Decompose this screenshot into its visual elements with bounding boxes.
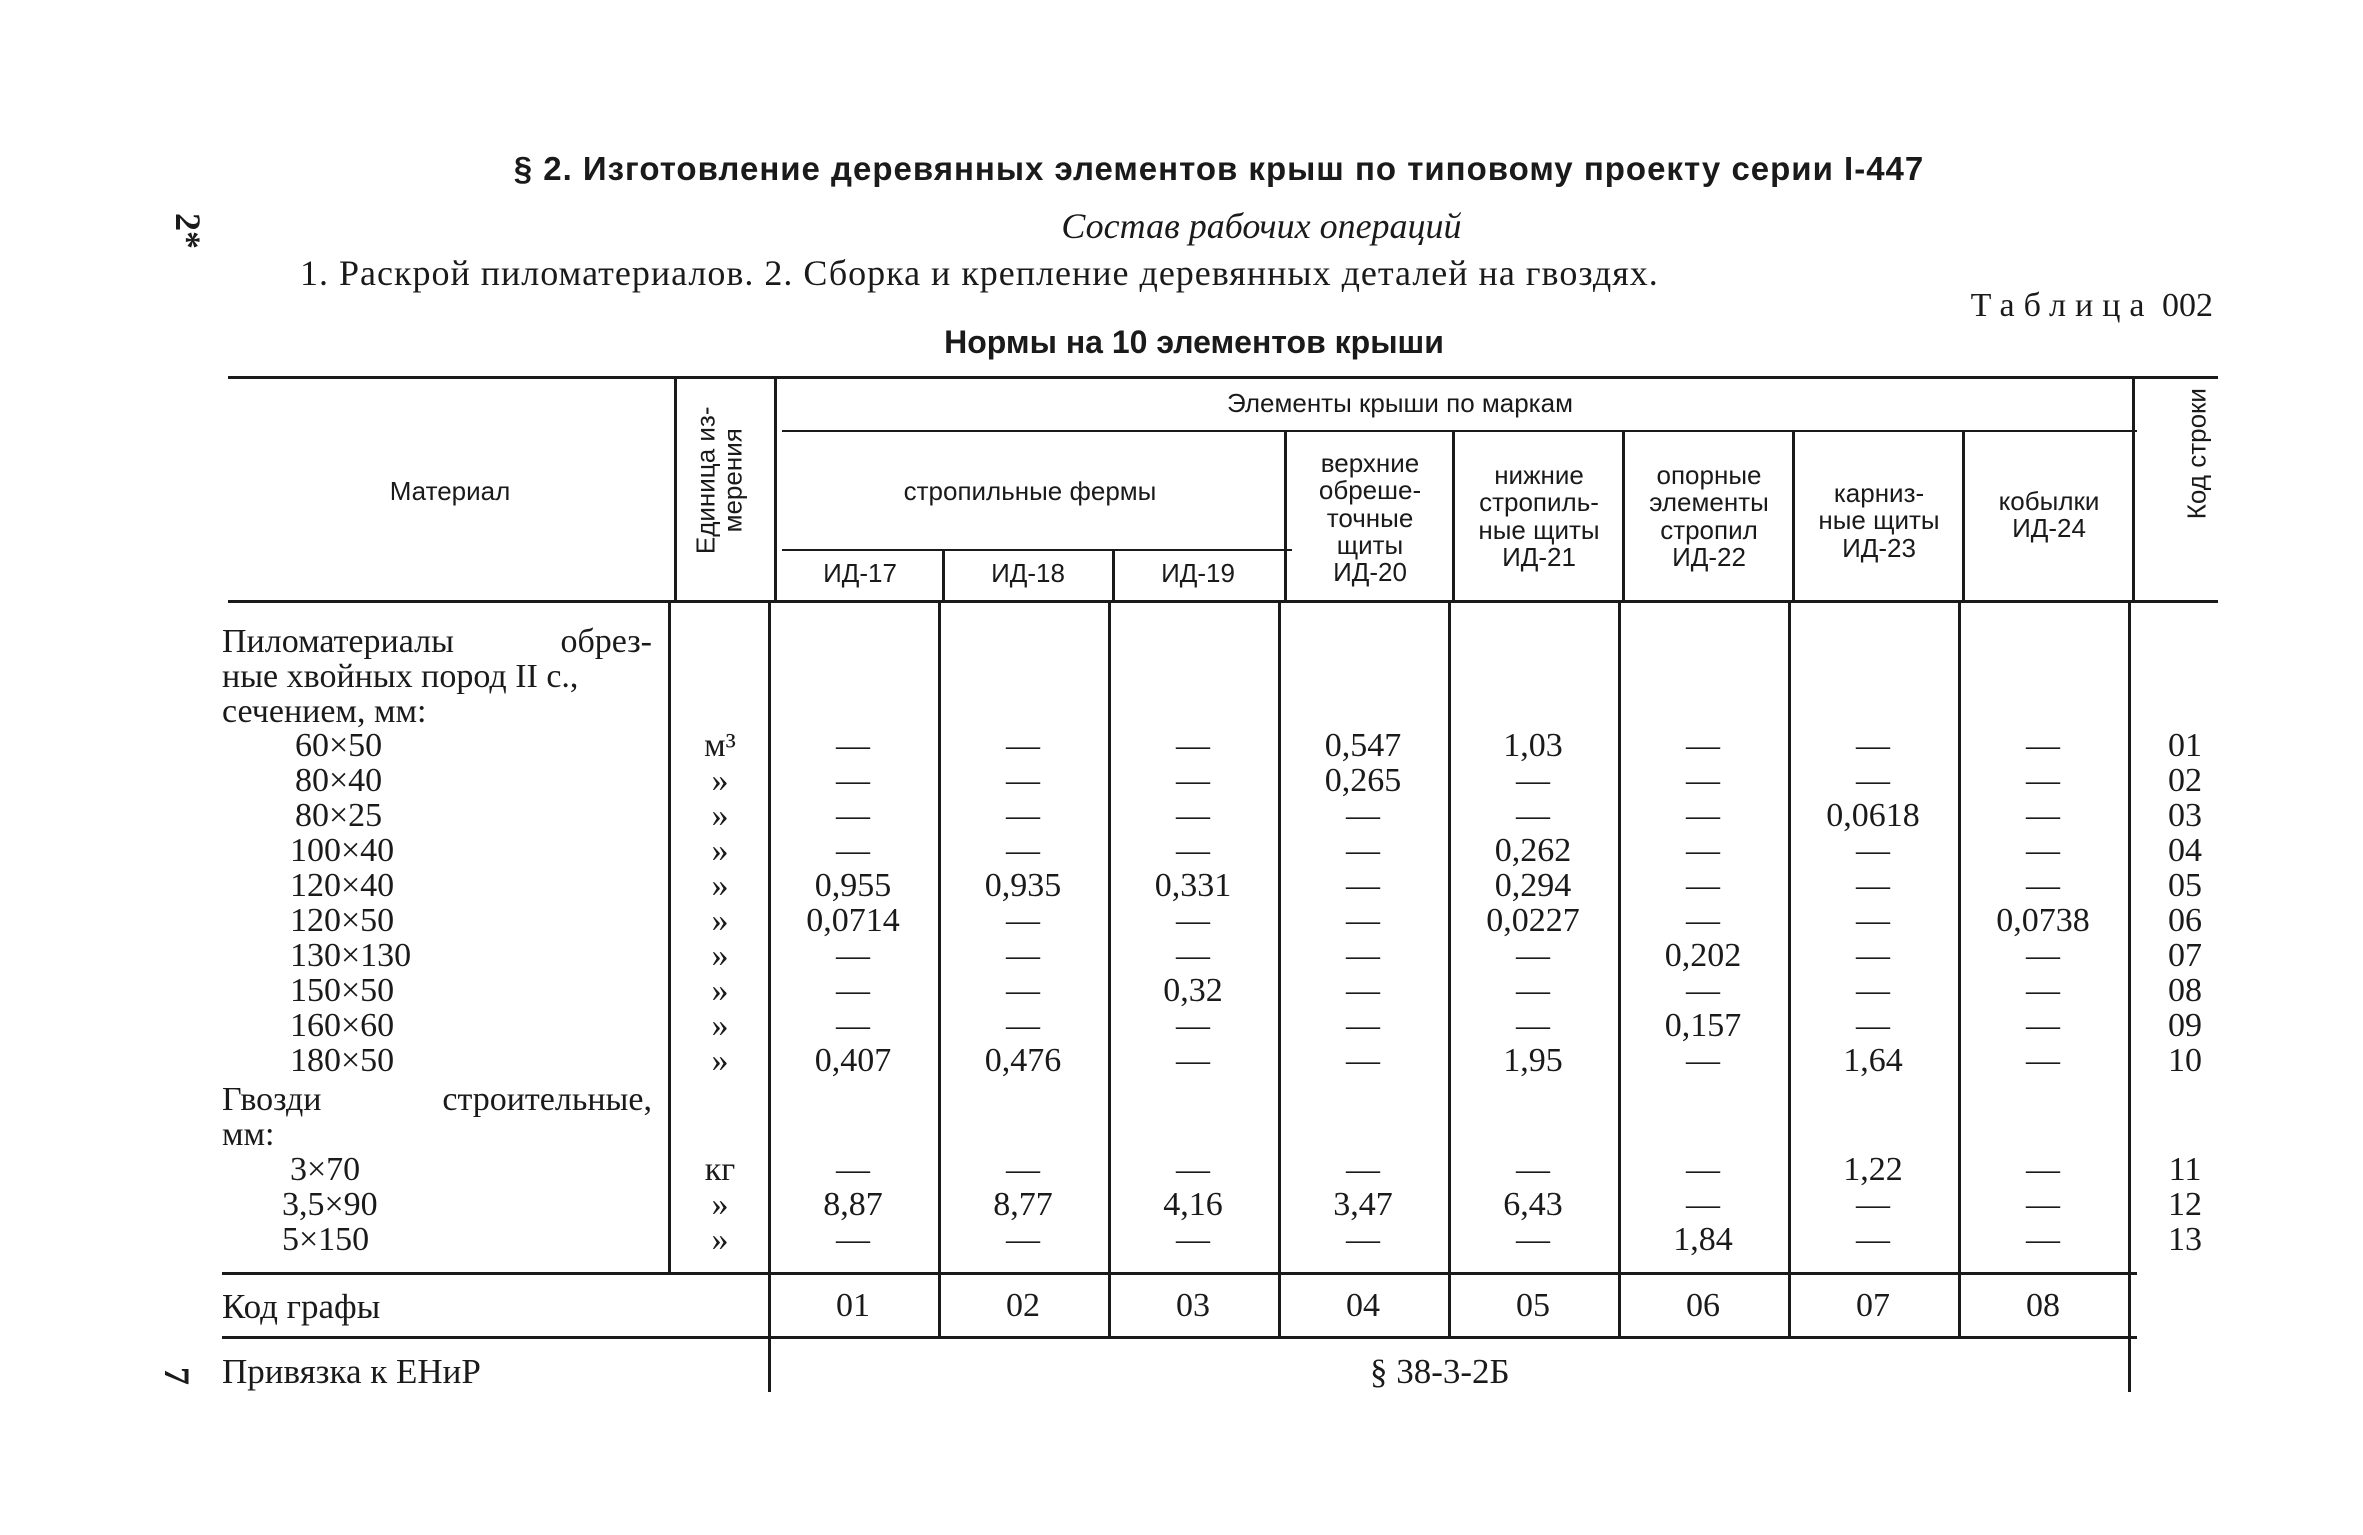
table-cell: — — [1006, 1221, 1040, 1258]
material-nails-word2: строительные, — [442, 1081, 652, 1118]
table-cell: — — [1686, 832, 1720, 869]
table-cell: — — [836, 937, 870, 974]
header-support: опорные элементы стропил ИД-22 — [1649, 460, 1769, 572]
row-unit: » — [711, 1042, 729, 1079]
subtitle: Состав рабочих операций — [1061, 206, 1462, 246]
table-label-word: Таблица — [1970, 287, 2154, 324]
header-unit: Единица из- мерения — [690, 406, 748, 555]
table-cell: 0,32 — [1163, 972, 1223, 1009]
material-nails-line1 — [222, 1082, 652, 1117]
table-cell: — — [1856, 1007, 1890, 1044]
row-code: 02 — [2168, 762, 2202, 799]
col-code: 05 — [1516, 1287, 1550, 1324]
table-cell: — — [1516, 972, 1550, 1009]
table-cell: — — [2026, 832, 2060, 869]
table-cell: — — [1856, 832, 1890, 869]
table-cell: — — [1346, 1007, 1380, 1044]
header-row-code: Код строки — [2181, 388, 2212, 520]
table-cell: — — [1176, 762, 1210, 799]
norms-title: Нормы на 10 элементов крыши — [944, 324, 1444, 360]
header-eaves: карниз- ные щиты ИД-23 — [1818, 478, 1940, 563]
table-cell: 0,262 — [1494, 832, 1572, 869]
row-unit: » — [711, 902, 729, 939]
material-nails-line2: мм: — [222, 1116, 275, 1153]
row-code: 05 — [2168, 867, 2202, 904]
table-cell: — — [2026, 1186, 2060, 1223]
vline-body-7 — [1788, 602, 1791, 1336]
table-cell: — — [1176, 1151, 1210, 1188]
table-cell: 0,547 — [1324, 727, 1402, 764]
table-cell: 0,157 — [1664, 1007, 1742, 1044]
table-cell: — — [1516, 1007, 1550, 1044]
table-cell: — — [1856, 1221, 1890, 1258]
header-subcol-3: ИД-19 — [1161, 558, 1235, 588]
vline-hdr-8 — [1962, 432, 1965, 600]
row-code: 08 — [2168, 972, 2202, 1009]
vline-hdr-2 — [942, 551, 945, 600]
table-cell: — — [1006, 832, 1040, 869]
table-cell: — — [1856, 762, 1890, 799]
table-cell: — — [1516, 1221, 1550, 1258]
vline-hdr-3 — [1112, 551, 1115, 600]
table-cell: 0,476 — [984, 1042, 1062, 1079]
col-code-label: Код графы — [222, 1287, 381, 1326]
table-cell: — — [1686, 727, 1720, 764]
table-cell: 1,84 — [1673, 1221, 1733, 1258]
header-bottom-rule — [228, 600, 2218, 603]
elements-rule — [782, 430, 2137, 432]
table-cell: 0,331 — [1154, 867, 1232, 904]
table-cell: — — [1856, 902, 1890, 939]
row-size: 130×130 — [290, 937, 412, 974]
header-elements: Элементы крыши по маркам — [1227, 388, 1573, 418]
row-size: 150×50 — [290, 972, 395, 1009]
table-cell: — — [1006, 1151, 1040, 1188]
row-size: 3,5×90 — [282, 1186, 378, 1223]
header-subcol-2: ИД-18 — [991, 558, 1065, 588]
table-cell: — — [2026, 867, 2060, 904]
table-cell: — — [836, 797, 870, 834]
col-code: 03 — [1176, 1287, 1210, 1324]
row-unit: » — [711, 1007, 729, 1044]
row-code: 01 — [2168, 727, 2202, 764]
table-cell: — — [1346, 1221, 1380, 1258]
col-code: 06 — [1686, 1287, 1720, 1324]
table-cell: — — [1856, 867, 1890, 904]
table-cell: — — [2026, 762, 2060, 799]
table-cell: — — [2026, 797, 2060, 834]
table-cell: 0,0618 — [1826, 797, 1920, 834]
vline-hdr-6 — [1622, 432, 1625, 600]
table-cell: — — [1176, 1042, 1210, 1079]
table-cell: — — [1006, 797, 1040, 834]
table-label — [1971, 287, 2213, 325]
row-unit: » — [711, 1221, 729, 1258]
table-cell: — — [2026, 1007, 2060, 1044]
table-cell: — — [1686, 1042, 1720, 1079]
table-cell: — — [836, 1221, 870, 1258]
table-cell: — — [836, 972, 870, 1009]
table-cell: 1,95 — [1503, 1042, 1563, 1079]
col-code: 07 — [1856, 1287, 1890, 1324]
table-cell: 0,0714 — [806, 902, 900, 939]
enir-value: § 38-3-2Б — [1370, 1352, 1510, 1391]
header-rafter-trusses: стропильные фермы — [903, 476, 1157, 506]
table-cell: — — [1516, 1151, 1550, 1188]
table-cell: — — [1006, 972, 1040, 1009]
table-cell: — — [2026, 972, 2060, 1009]
table-cell: — — [1346, 1042, 1380, 1079]
table-cell: 0,935 — [984, 867, 1062, 904]
vline-unit — [674, 378, 677, 600]
vline-hdr-4 — [1284, 432, 1287, 600]
table-cell: — — [1176, 727, 1210, 764]
row-code: 09 — [2168, 1007, 2202, 1044]
table-cell: — — [1346, 1151, 1380, 1188]
table-cell: — — [1686, 972, 1720, 1009]
row-size: 5×150 — [282, 1221, 370, 1258]
table-cell: 1,22 — [1843, 1151, 1903, 1188]
table-cell: — — [1006, 902, 1040, 939]
table-cell: — — [2026, 727, 2060, 764]
table-cell: — — [1176, 902, 1210, 939]
table-cell: — — [2026, 1151, 2060, 1188]
row-unit: » — [711, 972, 729, 1009]
vline-body-8 — [1958, 602, 1961, 1336]
material-lumber-word: Пиломатериалы — [222, 623, 454, 660]
row-code: 07 — [2168, 937, 2202, 974]
table-cell: — — [1346, 797, 1380, 834]
material-lumber-line2: ные хвойных пород II с., — [222, 658, 579, 695]
table-cell: — — [1856, 727, 1890, 764]
table-cell: — — [1346, 867, 1380, 904]
vline-code — [2132, 378, 2135, 600]
row-unit: » — [711, 867, 729, 904]
table-cell: — — [1686, 1186, 1720, 1223]
material-lumber-word2: обрез- — [560, 623, 652, 660]
row-size: 180×50 — [290, 1042, 395, 1079]
table-cell: — — [1006, 762, 1040, 799]
table-cell: — — [1006, 1007, 1040, 1044]
table-cell: — — [1686, 1151, 1720, 1188]
table-cell: 8,77 — [993, 1186, 1053, 1223]
col-code: 04 — [1346, 1287, 1380, 1324]
row-code: 06 — [2168, 902, 2202, 939]
table-cell: 1,64 — [1843, 1042, 1903, 1079]
table-cell: — — [1006, 937, 1040, 974]
table-cell: — — [1686, 867, 1720, 904]
row-code: 04 — [2168, 832, 2202, 869]
row-size: 3×70 — [290, 1151, 361, 1188]
table-cell: — — [1516, 937, 1550, 974]
table-cell: — — [836, 1007, 870, 1044]
col-code: 02 — [1006, 1287, 1040, 1324]
row-unit: м³ — [704, 727, 736, 764]
row-code: 11 — [2168, 1151, 2202, 1188]
table-cell: 6,43 — [1503, 1186, 1563, 1223]
table-cell: — — [1516, 762, 1550, 799]
header-lower-rafter: нижние стропиль- ные щиты ИД-21 — [1478, 460, 1600, 572]
row-size: 160×60 — [290, 1007, 395, 1044]
table-cell: — — [1856, 937, 1890, 974]
row-unit: » — [711, 937, 729, 974]
table-cell: — — [1346, 902, 1380, 939]
table-cell: — — [836, 727, 870, 764]
table-cell: 0,955 — [814, 867, 892, 904]
table-cell: — — [1176, 832, 1210, 869]
table-cell: — — [1006, 727, 1040, 764]
body-bottom-rule — [222, 1272, 2137, 1275]
material-lumber-line3: сечением, мм: — [222, 693, 427, 730]
vline-hdr-5 — [1452, 432, 1455, 600]
table-cell: — — [1346, 832, 1380, 869]
table-cell: — — [1176, 797, 1210, 834]
table-cell: — — [1686, 797, 1720, 834]
table-cell: 8,87 — [823, 1186, 883, 1223]
vline-body-2 — [938, 602, 941, 1336]
table-cell: — — [836, 832, 870, 869]
table-cell: 0,265 — [1324, 762, 1402, 799]
row-unit: » — [711, 797, 729, 834]
table-cell: — — [1856, 972, 1890, 1009]
table-cell: 0,407 — [814, 1042, 892, 1079]
table-cell: — — [2026, 937, 2060, 974]
header-kobylki: кобылки ИД-24 — [1998, 486, 2100, 544]
row-code: 12 — [2168, 1186, 2202, 1223]
row-unit: кг — [704, 1151, 736, 1188]
material-lumber-line1 — [222, 624, 652, 659]
col-code: 01 — [836, 1287, 870, 1324]
row-size: 120×50 — [290, 902, 395, 939]
page-mark-bottom: 7 — [157, 1367, 197, 1385]
row-unit: » — [711, 1186, 729, 1223]
top-rule — [228, 376, 2218, 379]
table-cell: — — [2026, 1042, 2060, 1079]
table-cell: — — [1346, 972, 1380, 1009]
table-cell: — — [836, 762, 870, 799]
table-cell: 3,47 — [1333, 1186, 1393, 1223]
row-code: 10 — [2168, 1042, 2202, 1079]
header-upper-sheathing: верхние обреше- точные щиты ИД-20 — [1318, 448, 1422, 588]
vline-body-6 — [1618, 602, 1621, 1336]
enir-label: Привязка к ЕНиР — [222, 1352, 481, 1391]
vline-data-left — [774, 378, 777, 600]
vline-body-4 — [1278, 602, 1281, 1336]
vline-hdr-7 — [1792, 432, 1795, 600]
table-cell: 0,202 — [1664, 937, 1742, 974]
table-cell: — — [1176, 937, 1210, 974]
vline-body-unit — [668, 602, 671, 1272]
section-title: § 2. Изготовление деревянных элементов крыш по типовому проекту серии I-447 — [513, 150, 1925, 187]
header-subcol-1: ИД-17 — [823, 558, 897, 588]
table-cell: 0,294 — [1494, 867, 1572, 904]
table-cell: — — [1686, 902, 1720, 939]
table-label-number: 002 — [2162, 287, 2213, 324]
material-nails-word: Гвозди — [222, 1081, 322, 1118]
table-cell: 1,03 — [1503, 727, 1563, 764]
row-size: 80×40 — [295, 762, 383, 799]
header-material: Материал — [389, 476, 511, 506]
table-cell: 0,0227 — [1486, 902, 1580, 939]
table-cell: 0,0738 — [1996, 902, 2090, 939]
row-code: 03 — [2168, 797, 2202, 834]
vline-body-3 — [1108, 602, 1111, 1336]
row-size: 60×50 — [295, 727, 383, 764]
table-cell: — — [836, 1151, 870, 1188]
operations-text: 1. Раскрой пиломатериалов. 2. Сборка и крепление деревянных деталей на гвоздях. — [300, 253, 1659, 293]
row-size: 80×25 — [295, 797, 383, 834]
row-size: 120×40 — [290, 867, 395, 904]
col-code: 08 — [2026, 1287, 2060, 1324]
table-cell: — — [1686, 762, 1720, 799]
row-unit: » — [711, 832, 729, 869]
row-code: 13 — [2168, 1221, 2202, 1258]
table-cell: — — [2026, 1221, 2060, 1258]
page-mark-top: 2* — [168, 213, 208, 249]
subcols-rule — [782, 549, 1292, 551]
vline-body-code — [2128, 602, 2131, 1392]
codes-bottom-rule — [222, 1336, 2137, 1339]
row-unit: » — [711, 762, 729, 799]
vline-body-1 — [768, 602, 771, 1392]
row-size: 100×40 — [290, 832, 395, 869]
table-cell: — — [1856, 1186, 1890, 1223]
table-cell: 4,16 — [1163, 1186, 1223, 1223]
table-cell: — — [1176, 1221, 1210, 1258]
table-cell: — — [1516, 797, 1550, 834]
table-cell: — — [1176, 1007, 1210, 1044]
vline-body-5 — [1448, 602, 1451, 1336]
table-cell: — — [1346, 937, 1380, 974]
